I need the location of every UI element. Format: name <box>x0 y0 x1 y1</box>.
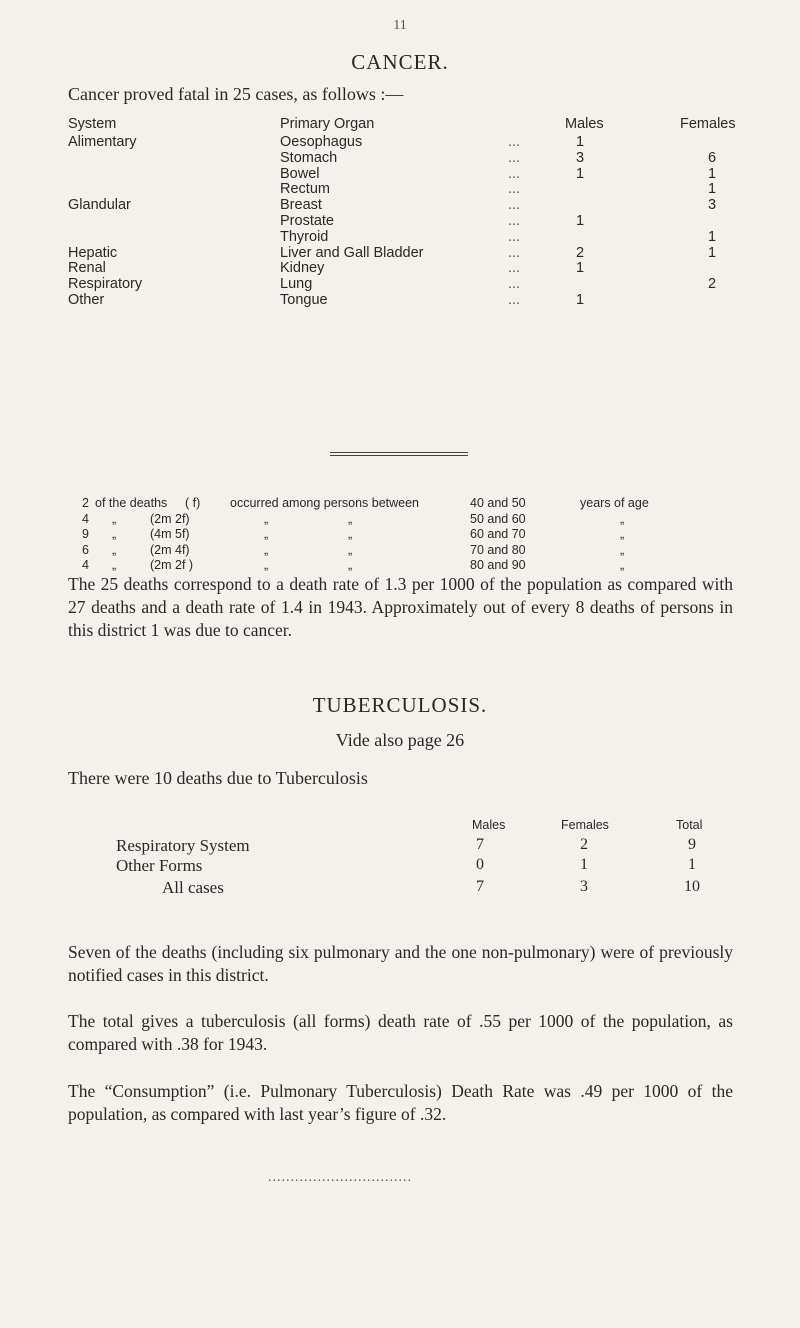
tb-paragraph-death-rate: The total gives a tuberculosis (all forms) death rate of .55 per 1000 of the population, as compared with .38 for 1943. <box>68 1011 733 1054</box>
age-post-cell: „ <box>620 527 625 541</box>
tb-females-cell: 2 <box>580 836 588 853</box>
age-count-cell: 9 <box>82 527 89 541</box>
cancer-heading: CANCER. <box>351 50 449 74</box>
organ-cell: Liver and Gall Bladder <box>280 245 424 261</box>
males-cell: 1 <box>575 213 585 229</box>
age-count-cell: 2 <box>82 496 89 510</box>
tb-total-cell: 1 <box>688 856 696 873</box>
age-pre-cell: of the deaths <box>95 496 168 510</box>
system-cell: Hepatic <box>68 245 118 261</box>
system-cell: Other <box>68 292 105 308</box>
end-dots: ................................ <box>268 1170 412 1185</box>
tb-females-cell: 1 <box>580 856 588 873</box>
age-range-cell: 60 and 70 <box>470 527 526 541</box>
males-cell: 1 <box>575 134 585 150</box>
system-cell: Renal <box>68 260 106 276</box>
organ-cell: Stomach <box>280 150 338 166</box>
age-range-cell: 50 and 60 <box>470 512 526 526</box>
age-post-cell: years of age <box>580 496 649 510</box>
age-pre-cell: „ <box>112 558 117 572</box>
age-post-cell: „ <box>620 512 625 526</box>
age-count-cell: 4 <box>82 558 89 572</box>
females-cell: 2 <box>707 276 717 292</box>
header-system: System <box>68 116 117 132</box>
females-cell: 1 <box>707 245 717 261</box>
organ-cell: Rectum <box>280 181 330 197</box>
tb-label-cell: Respiratory System <box>116 836 250 855</box>
age-detail-cell: (2m 2f) <box>150 512 190 526</box>
males-cell: 1 <box>575 260 585 276</box>
age-detail-cell: (2m 2f ) <box>150 558 194 572</box>
age-range-cell: 70 and 80 <box>470 543 526 557</box>
males-cell: 1 <box>575 292 585 308</box>
organ-cell: Oesophagus <box>280 134 363 150</box>
males-cell: 3 <box>575 150 585 166</box>
age-pre-cell: „ <box>112 543 117 557</box>
age-mid1-cell: „ <box>264 543 269 557</box>
system-cell: Glandular <box>68 197 131 213</box>
leader-dots: ... <box>508 292 521 308</box>
header-females: Females <box>680 116 736 132</box>
age-range-cell: 80 and 90 <box>470 558 526 572</box>
leader-dots: ... <box>508 166 521 182</box>
age-detail-cell: (4m 5f) <box>150 527 190 541</box>
see-also-note: Vide also page 26 <box>335 730 465 750</box>
header-males: Males <box>565 116 604 132</box>
tb-header-females: Females <box>561 818 609 832</box>
tb-females-cell: 3 <box>580 878 588 895</box>
age-range-cell: 40 and 50 <box>470 496 526 510</box>
age-mid1-cell: „ <box>264 512 269 526</box>
cancer-intro: Cancer proved fatal in 25 cases, as follows :— <box>68 84 404 104</box>
tb-label-cell: Other Forms <box>116 856 203 875</box>
organ-cell: Kidney <box>280 260 325 276</box>
tb-paragraph-notified: Seven of the deaths (including six pulmonary and the one non-pulmonary) were of previously notified cases in this district. <box>68 942 733 985</box>
females-cell: 6 <box>707 150 717 166</box>
page-number: 11 <box>393 18 407 33</box>
system-cell: Respiratory <box>68 276 143 292</box>
tb-males-cell: 7 <box>476 878 484 895</box>
age-mid1-cell: „ <box>264 558 269 572</box>
age-count-cell: 6 <box>82 543 89 557</box>
tb-label-cell: All cases <box>162 878 224 897</box>
system-cell: Alimentary <box>68 134 137 150</box>
divider-rule <box>330 455 468 456</box>
tb-header-total: Total <box>676 818 703 832</box>
tuberculosis-intro: There were 10 deaths due to Tuberculosis <box>68 768 368 788</box>
age-count-cell: 4 <box>82 512 89 526</box>
leader-dots: ... <box>508 213 521 229</box>
divider-rule <box>330 452 468 453</box>
tuberculosis-heading: TUBERCULOSIS. <box>312 693 488 717</box>
females-cell: 1 <box>707 166 717 182</box>
age-detail-cell: (2m 4f) <box>150 543 190 557</box>
cancer-summary: The 25 deaths correspond to a death rate of 1.3 per 1000 of the population as compared with 27 deaths and a death rate of 1.4 in 1943. Approximately out of every 8 deaths of persons in this district 1 was due to cancer. <box>68 574 733 640</box>
organ-cell: Breast <box>280 197 322 213</box>
organ-cell: Prostate <box>280 213 334 229</box>
leader-dots: ... <box>508 245 521 261</box>
tb-males-cell: 7 <box>476 836 484 853</box>
females-cell: 3 <box>707 197 717 213</box>
age-mid1-cell: „ <box>264 527 269 541</box>
females-cell: 1 <box>707 181 717 197</box>
tb-total-cell: 10 <box>684 878 700 895</box>
age-mid2-cell: „ <box>348 543 353 557</box>
females-cell: 1 <box>707 229 717 245</box>
leader-dots: ... <box>508 134 521 150</box>
leader-dots: ... <box>508 276 521 292</box>
leader-dots: ... <box>508 197 521 213</box>
age-pre-cell: „ <box>112 527 117 541</box>
leader-dots: ... <box>508 150 521 166</box>
organ-cell: Bowel <box>280 166 320 182</box>
males-cell: 1 <box>575 166 585 182</box>
age-mid2-cell: „ <box>348 527 353 541</box>
tb-total-cell: 9 <box>688 836 696 853</box>
organ-cell: Thyroid <box>280 229 329 245</box>
age-post-cell: „ <box>620 543 625 557</box>
leader-dots: ... <box>508 181 521 197</box>
males-cell: 2 <box>575 245 585 261</box>
leader-dots: ... <box>508 260 521 276</box>
organ-cell: Lung <box>280 276 313 292</box>
age-detail-cell: ( f) <box>185 496 201 510</box>
header-organ: Primary Organ <box>280 116 375 132</box>
leader-dots: ... <box>508 229 521 245</box>
age-mid-cell: occurred among persons between <box>230 496 420 510</box>
age-mid2-cell: „ <box>348 512 353 526</box>
tb-paragraph-consumption: The “Consumption” (i.e. Pulmonary Tuberculosis) Death Rate was .49 per 1000 of the population, as compared with last year’s figure of .32. <box>68 1081 733 1124</box>
age-pre-cell: „ <box>112 512 117 526</box>
age-mid2-cell: „ <box>348 558 353 572</box>
tb-header-males: Males <box>472 818 506 832</box>
organ-cell: Tongue <box>280 292 328 308</box>
age-post-cell: „ <box>620 558 625 572</box>
tb-males-cell: 0 <box>476 856 484 873</box>
